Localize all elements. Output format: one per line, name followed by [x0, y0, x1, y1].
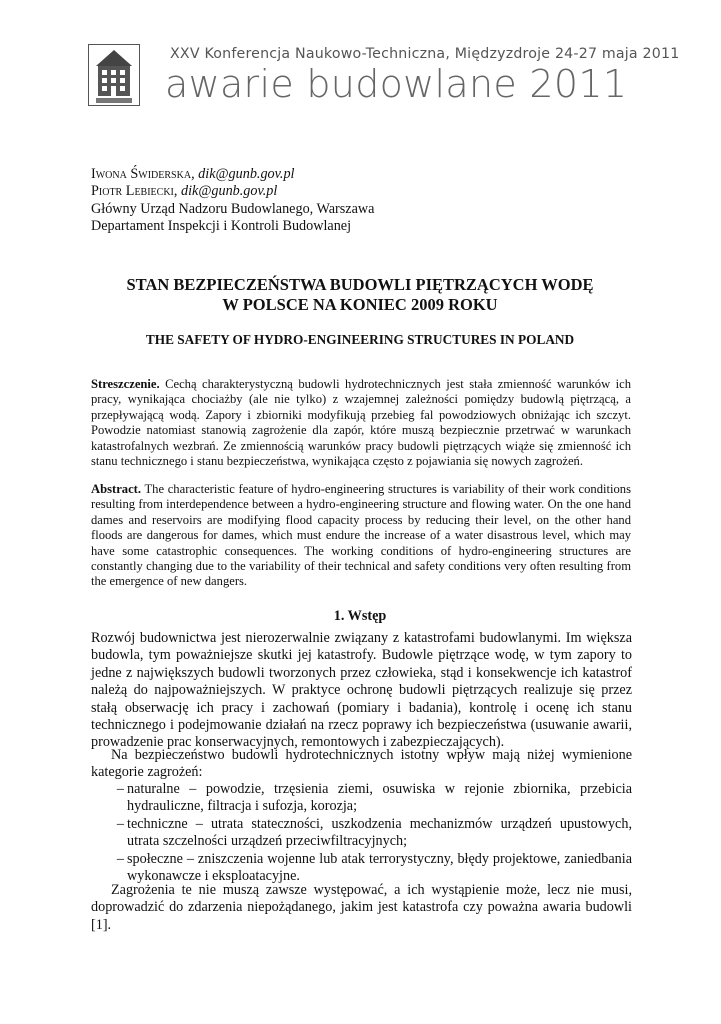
hazard-list [91, 781, 632, 885]
abstract-en [91, 482, 631, 590]
authors-block [91, 166, 374, 236]
abstract-en-text: The characteristic feature of hydro-engineering structures is variability of their work conditions resulting from interdependence between a hydro-engineering structure and flowing water. On the one hand dames and reservoirs are modifying flood capacity process by reducing their level, on the other hand floods are dangerous for dames, which must endure the increase of a water disastrous level, which may have some catastrophic consequences. The working conditions of hydro-engineering structures are constantly changing due to the variability of their technical and safety conditions very often resulting from the emergence of new dangers. [91, 482, 632, 589]
author-2-email[interactable]: dik@gunb.gov.pl [181, 183, 278, 200]
building-logo [88, 44, 140, 106]
author-1-email[interactable]: dik@gunb.gov.pl [198, 166, 295, 182]
paper-title-pl: STAN BEZPIECZEŃSTWA BUDOWLI PIĘTRZĄCYCH WODĘ W POLSCE NA KONIEC 2009 ROKU [126, 275, 594, 314]
author-2: Piotr Lebiecki, dik@gunb.gov.pl [91, 183, 278, 200]
conference-line: XXV Konferencja Naukowo-Techniczna, Międzyzdroje 24-27 maja 2011 [170, 46, 680, 62]
paragraph-1: Rozwój budownictwa jest nierozerwalnie związany z katastrofami budowlanymi. Im większa budowla, tym poważniejsze skutki jej katastrofy. Budowle piętrzące wodę, w tym zapory to jedne z największych budowli tworzonych przez człowieka, stąd i konsekwencje ich katastrof należą do najpoważniejszych. W praktyce ochronę budowli piętrzących realizuje się przez stałą obserwację ich pracy i zachowań (pomiary i badania), kontrolę i ocenę ich stanu technicznego i podejmowanie działań na rzecz poprawy ich bezpieczeństwa (usuwanie awarii, prowadzenie prac konserwacyjnych, remontowych i zabezpieczających). [91, 630, 632, 751]
abstract-pl [91, 377, 631, 469]
paragraph-3: Zagrożenia te nie muszą zawsze występować, a ich wystąpienie może, lecz nie musi, doprowadzić do zdarzenia niepożądanego, jakim jest katastrofa czy poważna awaria budowli [1]. [91, 882, 632, 933]
section-heading: 1. Wstęp [333, 608, 387, 624]
paper-title-en: THE SAFETY OF HYDRO-ENGINEERING STRUCTURES IN POLAND [145, 332, 575, 347]
author-1: Iwona Świderska, dik@gunb.gov.pl [91, 166, 295, 182]
affiliation-line-2: Departament Inspekcji i Kontroli Budowlanej [91, 218, 352, 235]
conference-title: awarie budowlane 2011 [165, 62, 628, 106]
abstract-pl-text: Cechą charakterystyczną budowli hydrotechnicznych jest stała zmienność warunków ich pracy, wynikająca chociażby (ale nie tylko) z wzajemnej zależności pomiędzy budowlą piętrzącą, a przepływającą wodą. Zapory i zbiorniki modyfikują przebieg fal powodziowych obniżając ich szczyt. Powodzie natomiast stanowią zagrożenie dla zapór, które muszą bezpiecznie przetrwać w warunkach katastrofalnych wezbrań. Ze zmiennością warunków pracy budowli piętrzących wiąże się zmienność ich stanu technicznego i stanu bezpieczeństwa, wynikająca często z pojawiania się nowych zagrożeń. [91, 377, 631, 469]
list-item: – naturalne – powodzie, trzęsienia ziemi, osuwiska w rejonie zbiornika, przebicia hydrauliczne, filtracja i sufozja, korozja; [116, 781, 632, 815]
abstract-en-label: Abstract. [91, 482, 142, 496]
list-item: – techniczne – utrata stateczności, uszkodzenia mechanizmów urządzeń upustowych, utrata szczelności urządzeń przeciwfiltracyjnych; [116, 815, 632, 850]
list-item: – społeczne – zniszczenia wojenne lub atak terrorystyczny, błędy projektowe, zaniedbania wykonawcze i eksploatacyjne. [116, 850, 632, 885]
paragraph-2: Na bezpieczeństwo budowli hydrotechnicznych istotny wpływ mają niżej wymienione kategorie zagrożeń: [91, 747, 632, 781]
affiliation-line-1: Główny Urząd Nadzoru Budowlanego, Warszawa [91, 200, 375, 217]
abstract-pl-label: Streszczenie. [91, 377, 160, 391]
